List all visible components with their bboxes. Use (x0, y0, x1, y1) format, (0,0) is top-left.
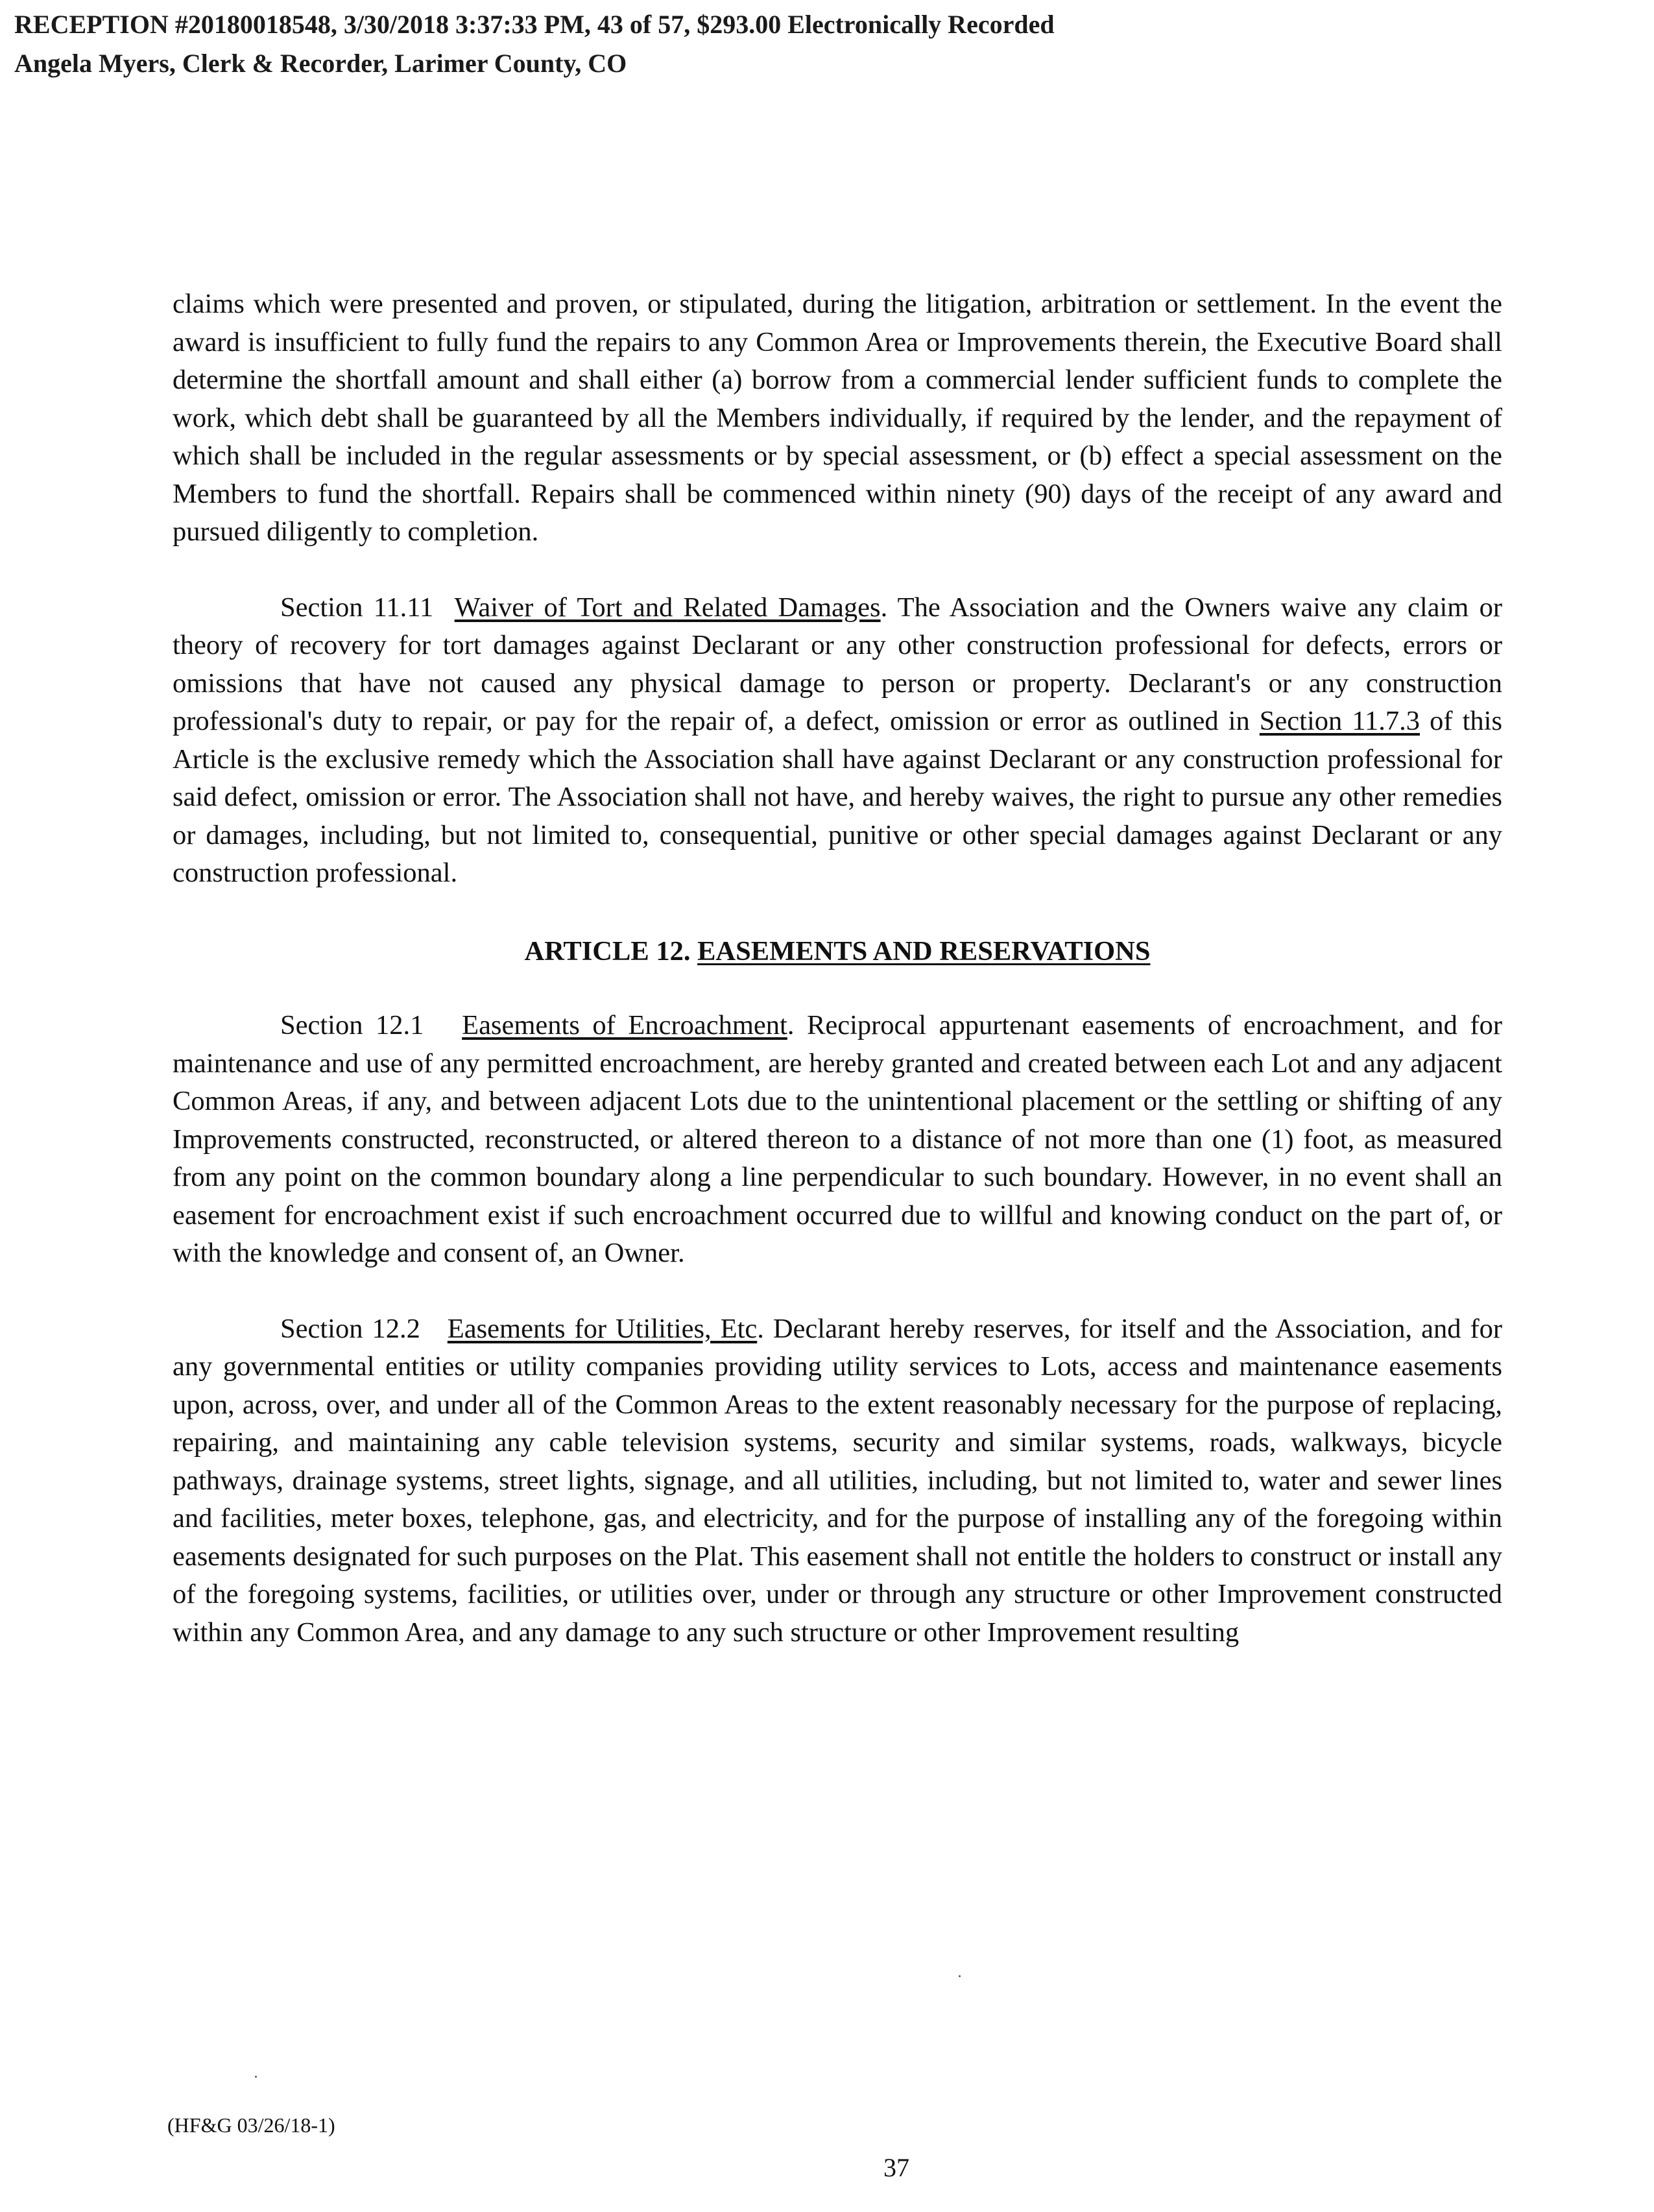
section-12-1-text: . Reciprocal appurtenant easements of encroachment, and for maintenance and use of any permitted encroachment, are hereby granted and created between each Lot and any adjacent Common Areas, if any, and between adjacent Lots due to the unintentional placement or the settling or shifting of any Improvements constructed, reconstructed, or altered thereon to a distance of not more than one (1) foot, as measured from any point on the common boundary along a line perpendicular to such boundary. However, in no event shall an easement for encroachment exist if such encroachment occurred due to willful and knowing conduct on the part of, or with the knowledge and consent of, an Owner. (173, 1010, 1502, 1268)
recording-stamp (14, 5, 1055, 83)
section-11-11 (173, 589, 1502, 893)
document-footer-code: (HF&G 03/26/18-1) (167, 2113, 335, 2137)
scan-speck (959, 1975, 961, 1977)
section-11-11-number: Section 11.11 (280, 592, 434, 623)
section-12-2 (173, 1310, 1502, 1652)
section-11-11-title: Waiver of Tort and Related Damages (454, 592, 881, 623)
section-12-1-title: Easements of Encroachment (462, 1010, 787, 1040)
scan-speck (255, 2076, 257, 2078)
recording-stamp-line-2: Angela Myers, Clerk & Recorder, Larimer County, CO (14, 49, 627, 78)
page-number: 37 (883, 2153, 909, 2182)
section-11-11-text-b: of this Article is the exclusive remedy which the Association shall have against Declarant or any construction professional for said defect, omission or error. The Association shall not have, and hereby waives, the right to pursue any other remedies or damages, including, but not limited to, consequential, punitive or other special damages against Declarant or any construction professional. (173, 706, 1502, 888)
section-12-2-text: . Declarant hereby reserves, for itself and the Association, and for any governmental entities or utility companies providing utility services to Lots, access and maintenance easements upon, across, over, and under all of the Common Areas to the extent reasonably necessary for the purpose of replacing, repairing, and maintaining any cable television systems, security and similar systems, roads, walkways, bicycle pathways, drainage systems, street lights, signage, and all utilities, including, but not limited to, water and sewer lines and facilities, meter boxes, telephone, gas, and electricity, and for the purpose of installing any of the foregoing within easements designated for such purposes on the Plat. This easement shall not entitle the holders to construct or install any of the foregoing systems, facilities, or utilities over, under or through any structure or other Improvement constructed within any Common Area, and any damage to any such structure or other Improvement resulting (173, 1313, 1503, 1648)
section-11-11-text-a: . The Association and the Owners waive any claim or theory of recovery for tort damages against Declarant or any other construction professional for defects, errors or omissions that have not caused any physical damage to person or property. Declarant's or any construction professional's duty to repair, or pay for the repair of, a defect, omission or error as outlined in (173, 592, 1502, 736)
recording-stamp-line-1: RECEPTION #20180018548, 3/30/2018 3:37:33 PM, 43 of 57, $293.00 Electronically Recorded (14, 10, 1055, 39)
article-12-prefix: ARTICLE 12. (524, 935, 698, 967)
section-12-1-number: Section 12.1 (280, 1010, 424, 1040)
continuation-paragraph: claims which were presented and proven, or stipulated, during the litigation, arbitration or settlement. In the event the award is insufficient to fully fund the repairs to any Common Area or Improvements therein, the Executive Board shall determine the shortfall amount and shall either (a) borrow from a commercial lender sufficient funds to complete the work, which debt shall be guaranteed by all the Members individually, if required by the lender, and the repayment of which shall be included in the regular assessments or by special assessment, or (b) effect a special assessment on the Members to fund the shortfall. Repairs shall be commenced within ninety (90) days of the receipt of any award and pursued diligently to completion. (173, 289, 1502, 547)
section-12-1 (173, 1007, 1502, 1273)
article-12-title: EASEMENTS AND RESERVATIONS (697, 935, 1151, 967)
article-12-heading (173, 933, 1502, 971)
section-12-2-title: Easements for Utilities, Etc (447, 1313, 758, 1344)
section-12-2-number: Section 12.2 (280, 1313, 420, 1344)
document-body (173, 285, 1502, 1652)
section-11-7-3-reference: Section 11.7.3 (1259, 706, 1420, 736)
